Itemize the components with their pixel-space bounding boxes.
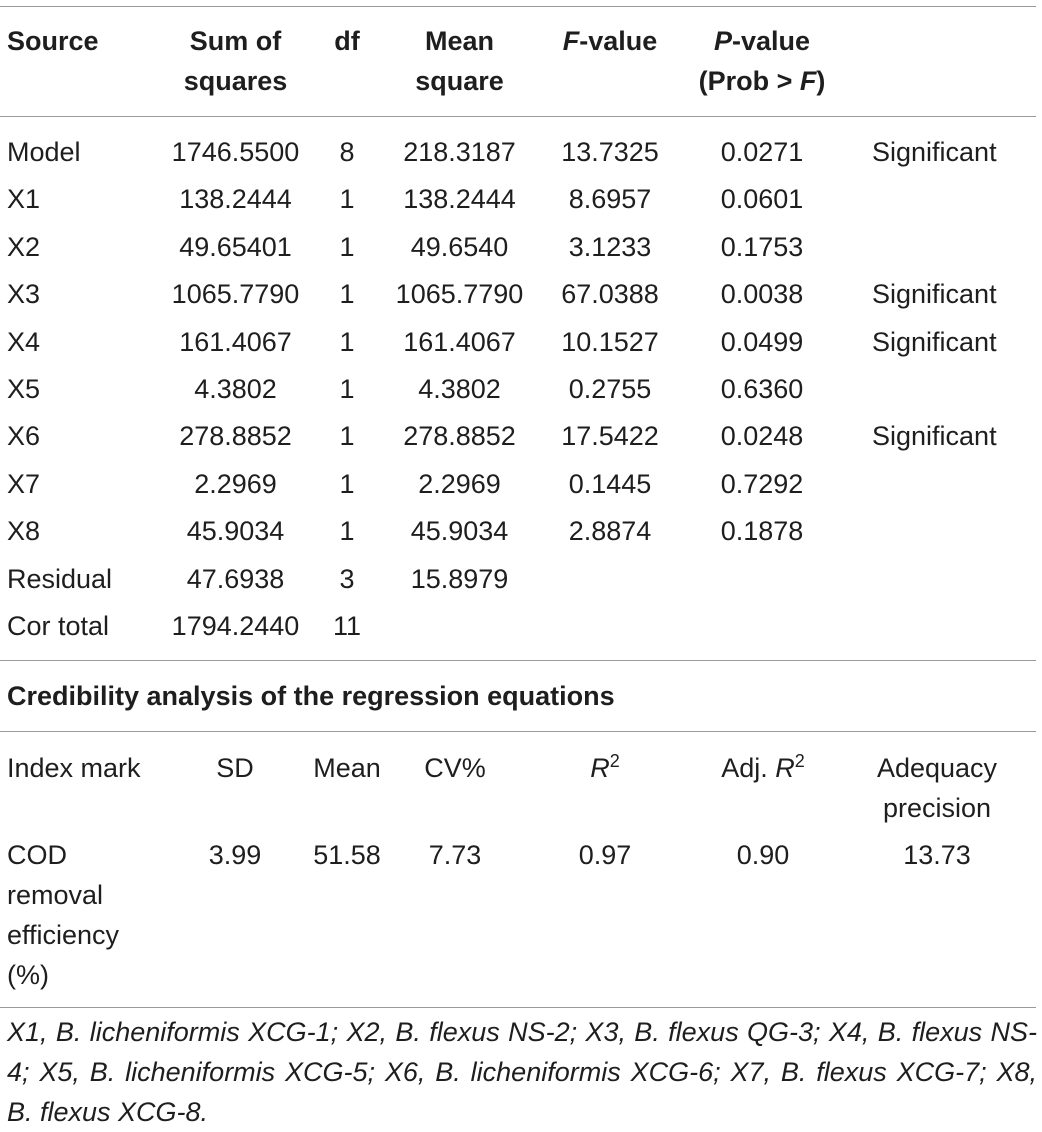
cell-mean-square: 161.4067 xyxy=(403,327,516,357)
header-f-value xyxy=(545,21,675,61)
cell-mean-square: 138.2444 xyxy=(403,184,516,214)
cell-significance: Significant xyxy=(872,327,997,357)
cred-header-adj-base: R xyxy=(775,753,795,783)
cell-f-value: 0.2755 xyxy=(568,374,652,404)
cell-mean-square: 49.6540 xyxy=(410,232,509,262)
cred-header-r2-sup: 2 xyxy=(609,751,620,771)
cell-p-value: 0.1878 xyxy=(720,516,804,546)
cred-header-mean: Mean xyxy=(313,753,381,783)
cred-header-adj-sup: 2 xyxy=(794,751,805,771)
header-rule xyxy=(0,116,1036,117)
cell-f-value: 8.6957 xyxy=(568,184,652,214)
cell-source: Model xyxy=(7,137,81,167)
header-p-rest: -value xyxy=(731,26,811,56)
cred-row-r2: 0.97 xyxy=(578,840,632,870)
cell-f-value: 3.1233 xyxy=(568,232,652,262)
header-p-italic: P xyxy=(713,26,732,56)
cell-df: 8 xyxy=(339,137,355,167)
cell-p-value: 0.0499 xyxy=(720,327,804,357)
cell-source: X5 xyxy=(7,374,41,404)
cred-row-cv: 7.73 xyxy=(428,840,482,870)
cell-sum-of-squares: 49.65401 xyxy=(179,232,292,262)
cell-p-value: 0.0601 xyxy=(720,184,804,214)
cell-sum-of-squares: 278.8852 xyxy=(179,421,292,451)
cell-source: X8 xyxy=(7,516,41,546)
cell-mean-square: 15.8979 xyxy=(410,564,509,594)
header-p-line2-italic: F xyxy=(799,66,817,96)
cred-header-cv: CV% xyxy=(424,753,486,783)
cred-index-line-3: efficiency xyxy=(7,920,120,950)
cred-row-sd: 3.99 xyxy=(208,840,262,870)
cell-significance: Significant xyxy=(872,421,997,451)
cell-source: X1 xyxy=(7,184,41,214)
cell-mean-square: 4.3802 xyxy=(418,374,501,404)
cell-f-value: 10.1527 xyxy=(561,327,659,357)
cell-p-value: 0.7292 xyxy=(720,469,804,499)
cell-source: Cor total xyxy=(7,611,110,641)
cell-p-value: 0.1753 xyxy=(720,232,804,262)
cred-header-r2 xyxy=(555,748,655,788)
cell-df: 1 xyxy=(339,327,355,357)
cell-f-value: 67.0388 xyxy=(561,279,659,309)
cell-source: X2 xyxy=(7,232,41,262)
cell-df: 1 xyxy=(339,516,355,546)
cell-source: X7 xyxy=(7,469,41,499)
header-ss-line2: squares xyxy=(183,66,288,96)
cred-header-sd: SD xyxy=(216,753,254,783)
cred-row-index-mark xyxy=(7,835,119,995)
cell-df: 1 xyxy=(339,232,355,262)
cell-source: Residual xyxy=(7,564,113,594)
cell-f-value: 2.8874 xyxy=(568,516,652,546)
cred-header-adj-r2 xyxy=(688,748,838,788)
cell-mean-square: 278.8852 xyxy=(403,421,516,451)
cell-sum-of-squares: 4.3802 xyxy=(194,374,277,404)
credibility-title: Credibility analysis of the regression equations xyxy=(7,681,615,711)
cell-significance: Significant xyxy=(872,279,997,309)
cred-index-line-4: (%) xyxy=(7,960,49,990)
cell-source: X3 xyxy=(7,279,41,309)
cell-df: 1 xyxy=(339,184,355,214)
cred-row-adj-r2: 0.90 xyxy=(736,840,790,870)
cell-source: X4 xyxy=(7,327,41,357)
cell-source: X6 xyxy=(7,421,41,451)
anova-bottom-rule xyxy=(0,660,1036,661)
cell-df: 1 xyxy=(339,421,355,451)
cell-df: 1 xyxy=(339,469,355,499)
table-footnote: X1, B. licheniformis XCG-1; X2, B. flexus NS-2; X3, B. flexus QG-3; X4, B. flexus NS-4; X5, B. licheniformis XCG-5; X6, B. licheniformis XCG-6; X7, B. flexus XCG-7; X8, B. flexus XCG-8. xyxy=(7,1017,1037,1127)
cell-df: 11 xyxy=(332,611,362,641)
header-p-value xyxy=(682,21,842,101)
header-df: df xyxy=(334,26,360,56)
cell-sum-of-squares: 47.6938 xyxy=(186,564,285,594)
cell-sum-of-squares: 161.4067 xyxy=(179,327,292,357)
cell-f-value: 17.5422 xyxy=(561,421,659,451)
header-source: Source xyxy=(7,26,99,56)
cell-sum-of-squares: 1746.5500 xyxy=(171,137,300,167)
header-mean-square xyxy=(382,21,537,101)
cell-sum-of-squares: 2.2969 xyxy=(194,469,277,499)
credibility-bottom-rule xyxy=(0,1007,1036,1008)
credibility-top-rule xyxy=(0,731,1036,732)
cell-df: 1 xyxy=(339,374,355,404)
cred-header-r2-base: R xyxy=(590,753,610,783)
cell-f-value: 13.7325 xyxy=(561,137,659,167)
cred-header-adj-pre: Adj. xyxy=(721,753,776,783)
cell-p-value: 0.6360 xyxy=(720,374,804,404)
cred-header-index-mark: Index mark xyxy=(7,753,141,783)
cell-sum-of-squares: 1794.2440 xyxy=(171,611,300,641)
header-ms-line2: square xyxy=(415,66,504,96)
cred-header-adequacy xyxy=(862,748,1012,828)
cell-p-value: 0.0248 xyxy=(720,421,804,451)
cred-row-mean: 51.58 xyxy=(313,840,381,870)
cell-mean-square: 1065.7790 xyxy=(395,279,524,309)
cred-row-adequacy: 13.73 xyxy=(903,840,971,870)
cell-df: 1 xyxy=(339,279,355,309)
cell-df: 3 xyxy=(339,564,355,594)
header-ss-line1: Sum of xyxy=(189,26,282,56)
cell-sum-of-squares: 1065.7790 xyxy=(171,279,300,309)
cred-header-adequacy-line1: Adequacy xyxy=(876,753,998,783)
cell-mean-square: 45.9034 xyxy=(410,516,509,546)
cell-mean-square: 218.3187 xyxy=(403,137,516,167)
cell-f-value: 0.1445 xyxy=(568,469,652,499)
cell-mean-square: 2.2969 xyxy=(418,469,501,499)
cred-index-line-2: removal xyxy=(7,880,104,910)
cell-sum-of-squares: 138.2444 xyxy=(179,184,292,214)
cred-header-adequacy-line2: precision xyxy=(882,793,992,823)
header-p-line2-pre: (Prob > xyxy=(698,66,800,96)
cell-significance: Significant xyxy=(872,137,997,167)
cred-index-line-1: COD xyxy=(7,840,67,870)
cell-p-value: 0.0038 xyxy=(720,279,804,309)
top-rule xyxy=(0,6,1036,7)
cell-sum-of-squares: 45.9034 xyxy=(186,516,285,546)
header-sum-of-squares xyxy=(158,21,313,101)
header-f-rest: -value xyxy=(579,26,658,56)
header-f-italic: F xyxy=(562,26,580,56)
header-ms-line1: Mean xyxy=(424,26,495,56)
cell-p-value: 0.0271 xyxy=(720,137,804,167)
header-p-line2-post: ) xyxy=(816,66,826,96)
